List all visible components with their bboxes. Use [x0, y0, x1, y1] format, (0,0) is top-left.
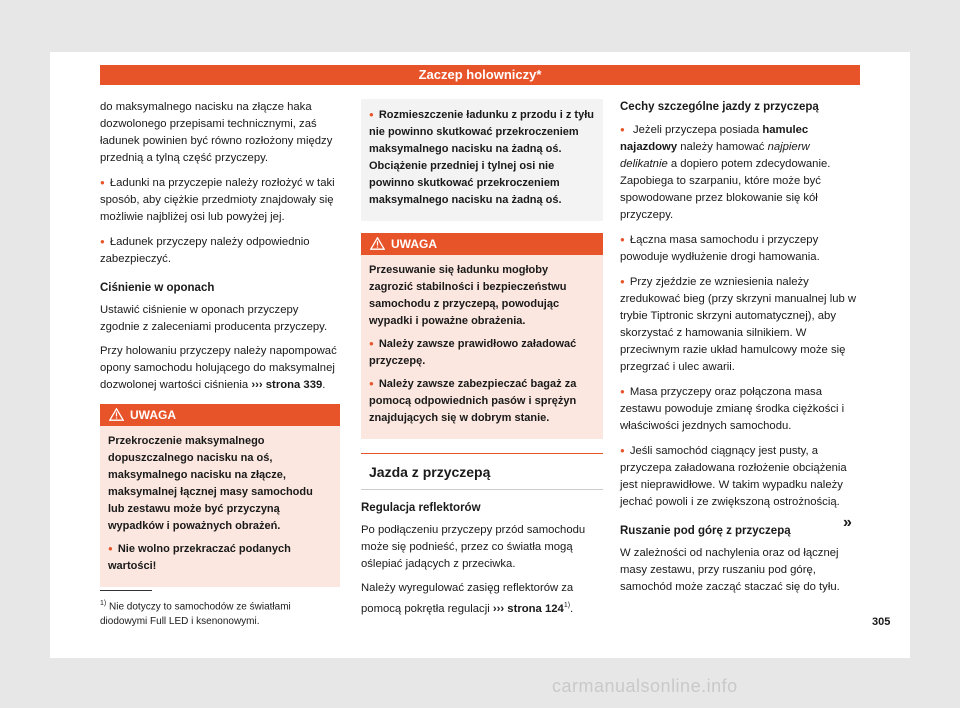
column-2 [361, 99, 603, 625]
hill-start-paragraph: W zależności od nachylenia oraz od łącznej masy zestawu, przy ruszaniu pod górę, samochód może zacząć staczać się do tyłu. [620, 547, 840, 593]
tire-pressure-heading: Ciśnienie w oponach [100, 282, 215, 294]
warning-box [361, 233, 603, 439]
warning-bullet: ● Nie wolno przekraczać podanych wartości! [108, 540, 332, 575]
tire-paragraph-1: Ustawić ciśnienie w oponach przyczepy zgodnie z zaleceniami producenta przyczepy. [100, 304, 328, 333]
continued-warning-box [361, 99, 603, 221]
column-3 [620, 99, 860, 603]
list-item: ● Ładunek przyczepy należy odpowiednio zabezpieczyć. [100, 233, 340, 268]
warning-bullet: ● Należy zawsze prawidłowo załadować przyczepę. [369, 335, 595, 370]
page-header: Zaczep holowniczy* [100, 65, 860, 85]
page-reference-link[interactable]: ››› strona 339 [251, 379, 323, 391]
warning-body [361, 255, 603, 439]
intro-paragraph: do maksymalnego nacisku na złącze haka dozwolonego przepisami technicznymi, zaś ładunek powinien być równo rozłożony między przednią a tylną część przyczepy. [100, 101, 333, 164]
list-item: ● Jeśli samochód ciągnący jest pusty, a przyczepa załadowana rozłożenie obciążenia jest nieprawidłowe. W takim wypadku należy jechać powoli i ze zwiększoną ostrożnością. [620, 442, 860, 511]
headlight-heading: Regulacja reflektorów [361, 502, 481, 514]
watermark: carmanualsonline.info [552, 676, 738, 696]
driving-features-heading: Cechy szczególne jazdy z przyczepą [620, 101, 819, 113]
warning-bullet: ● Rozmieszczenie ładunku z przodu i z tyłu nie powinno skutkować przekroczeniem maksymalnego nacisku na żadną oś. Obciążenie przedniej i tylnej osi nie powinno skutkować przekroczeniem maksymalnego nacisku na żadną oś. [369, 106, 595, 209]
warning-title: UWAGA [361, 233, 603, 255]
footnote-mark: 1) [100, 600, 107, 607]
continue-arrow-icon: » [843, 514, 852, 531]
column-1 [100, 99, 340, 595]
warning-icon [370, 237, 385, 250]
warning-body [100, 426, 340, 587]
tire-paragraph-2: Przy holowaniu przyczepy należy napompować opony samochodu holującego do maksymalnej dozwolonej wartości ciśnienia ››› strona 339. [100, 345, 337, 391]
section-title: Jazda z przyczepą [361, 453, 603, 490]
footnote [100, 590, 340, 629]
warning-text: Przekroczenie maksymalnego dopuszczalnego nacisku na oś, maksymalnego nacisku na złącze, maksymalnej łącznej masy samochodu lub zestawu może być przyczyną wypadków i poważnych obrażeń. [108, 435, 313, 532]
list-item: ● Jeżeli przyczepa posiada hamulec najazdowy należy hamować najpierw delikatnie a dopiero potem zdecydowanie. Zapobiega to szarpaniu, które może być spowodowane przez blokowanie się kół przyczepy. [620, 121, 860, 224]
list-item: ● Łączna masa samochodu i przyczepy powoduje wydłużenie drogi hamowania. [620, 231, 860, 266]
list-item: ● Ładunki na przyczepie należy rozłożyć w taki sposób, aby ciężkie przedmioty znajdowały się możliwie najbliżej osi lub powyżej jej. [100, 174, 340, 226]
footnote-divider [100, 590, 152, 591]
footnote-text: Nie dotyczy to samochodów ze światłami diodowymi Full LED i ksenonowymi. [100, 601, 291, 628]
headlight-paragraph-1: Po podłączeniu przyczepy przód samochodu może się podnieść, przez co światła mogą oślepiać jadących z przeciwka. [361, 524, 586, 570]
page-reference-link[interactable]: ››› strona 124 [492, 602, 564, 615]
list-item: ● Przy zjeździe ze wzniesienia należy zredukować bieg (przy skrzyni manualnej lub w trybie Tiptronic skrzyni automatycznej), aby skorzystać z hamowania silnikiem. W przeciwnym razie układ hamulcowy może się przegrzać i ulec awarii. [620, 273, 860, 376]
warning-box [100, 404, 340, 587]
hill-start-heading: Ruszanie pod górę z przyczepą [620, 525, 791, 537]
warning-icon [109, 408, 124, 421]
warning-title: UWAGA [100, 404, 340, 426]
list-item: ● Masa przyczepy oraz połączona masa zestawu powoduje zmianę środka ciężkości i właściwości jezdnych samochodu. [620, 383, 860, 435]
warning-text: Przesuwanie się ładunku mogłoby zagrozić stabilności i bezpieczeństwu samochodu z przyczepą, powodując wypadki i poważne obrażenia. [369, 264, 567, 327]
headlight-paragraph-2: Należy wyregulować zasięg reflektorów za pomocą pokrętła regulacji ››› strona 124$^{1)}$. [361, 582, 574, 615]
footnote-marker: 1) [563, 602, 571, 609]
warning-bullet: ● Należy zawsze zabezpieczać bagaż za pomocą odpowiednich pasów i sprężyn znajdujących się w dobrym stanie. [369, 375, 595, 427]
page-number: 305 [872, 616, 891, 628]
